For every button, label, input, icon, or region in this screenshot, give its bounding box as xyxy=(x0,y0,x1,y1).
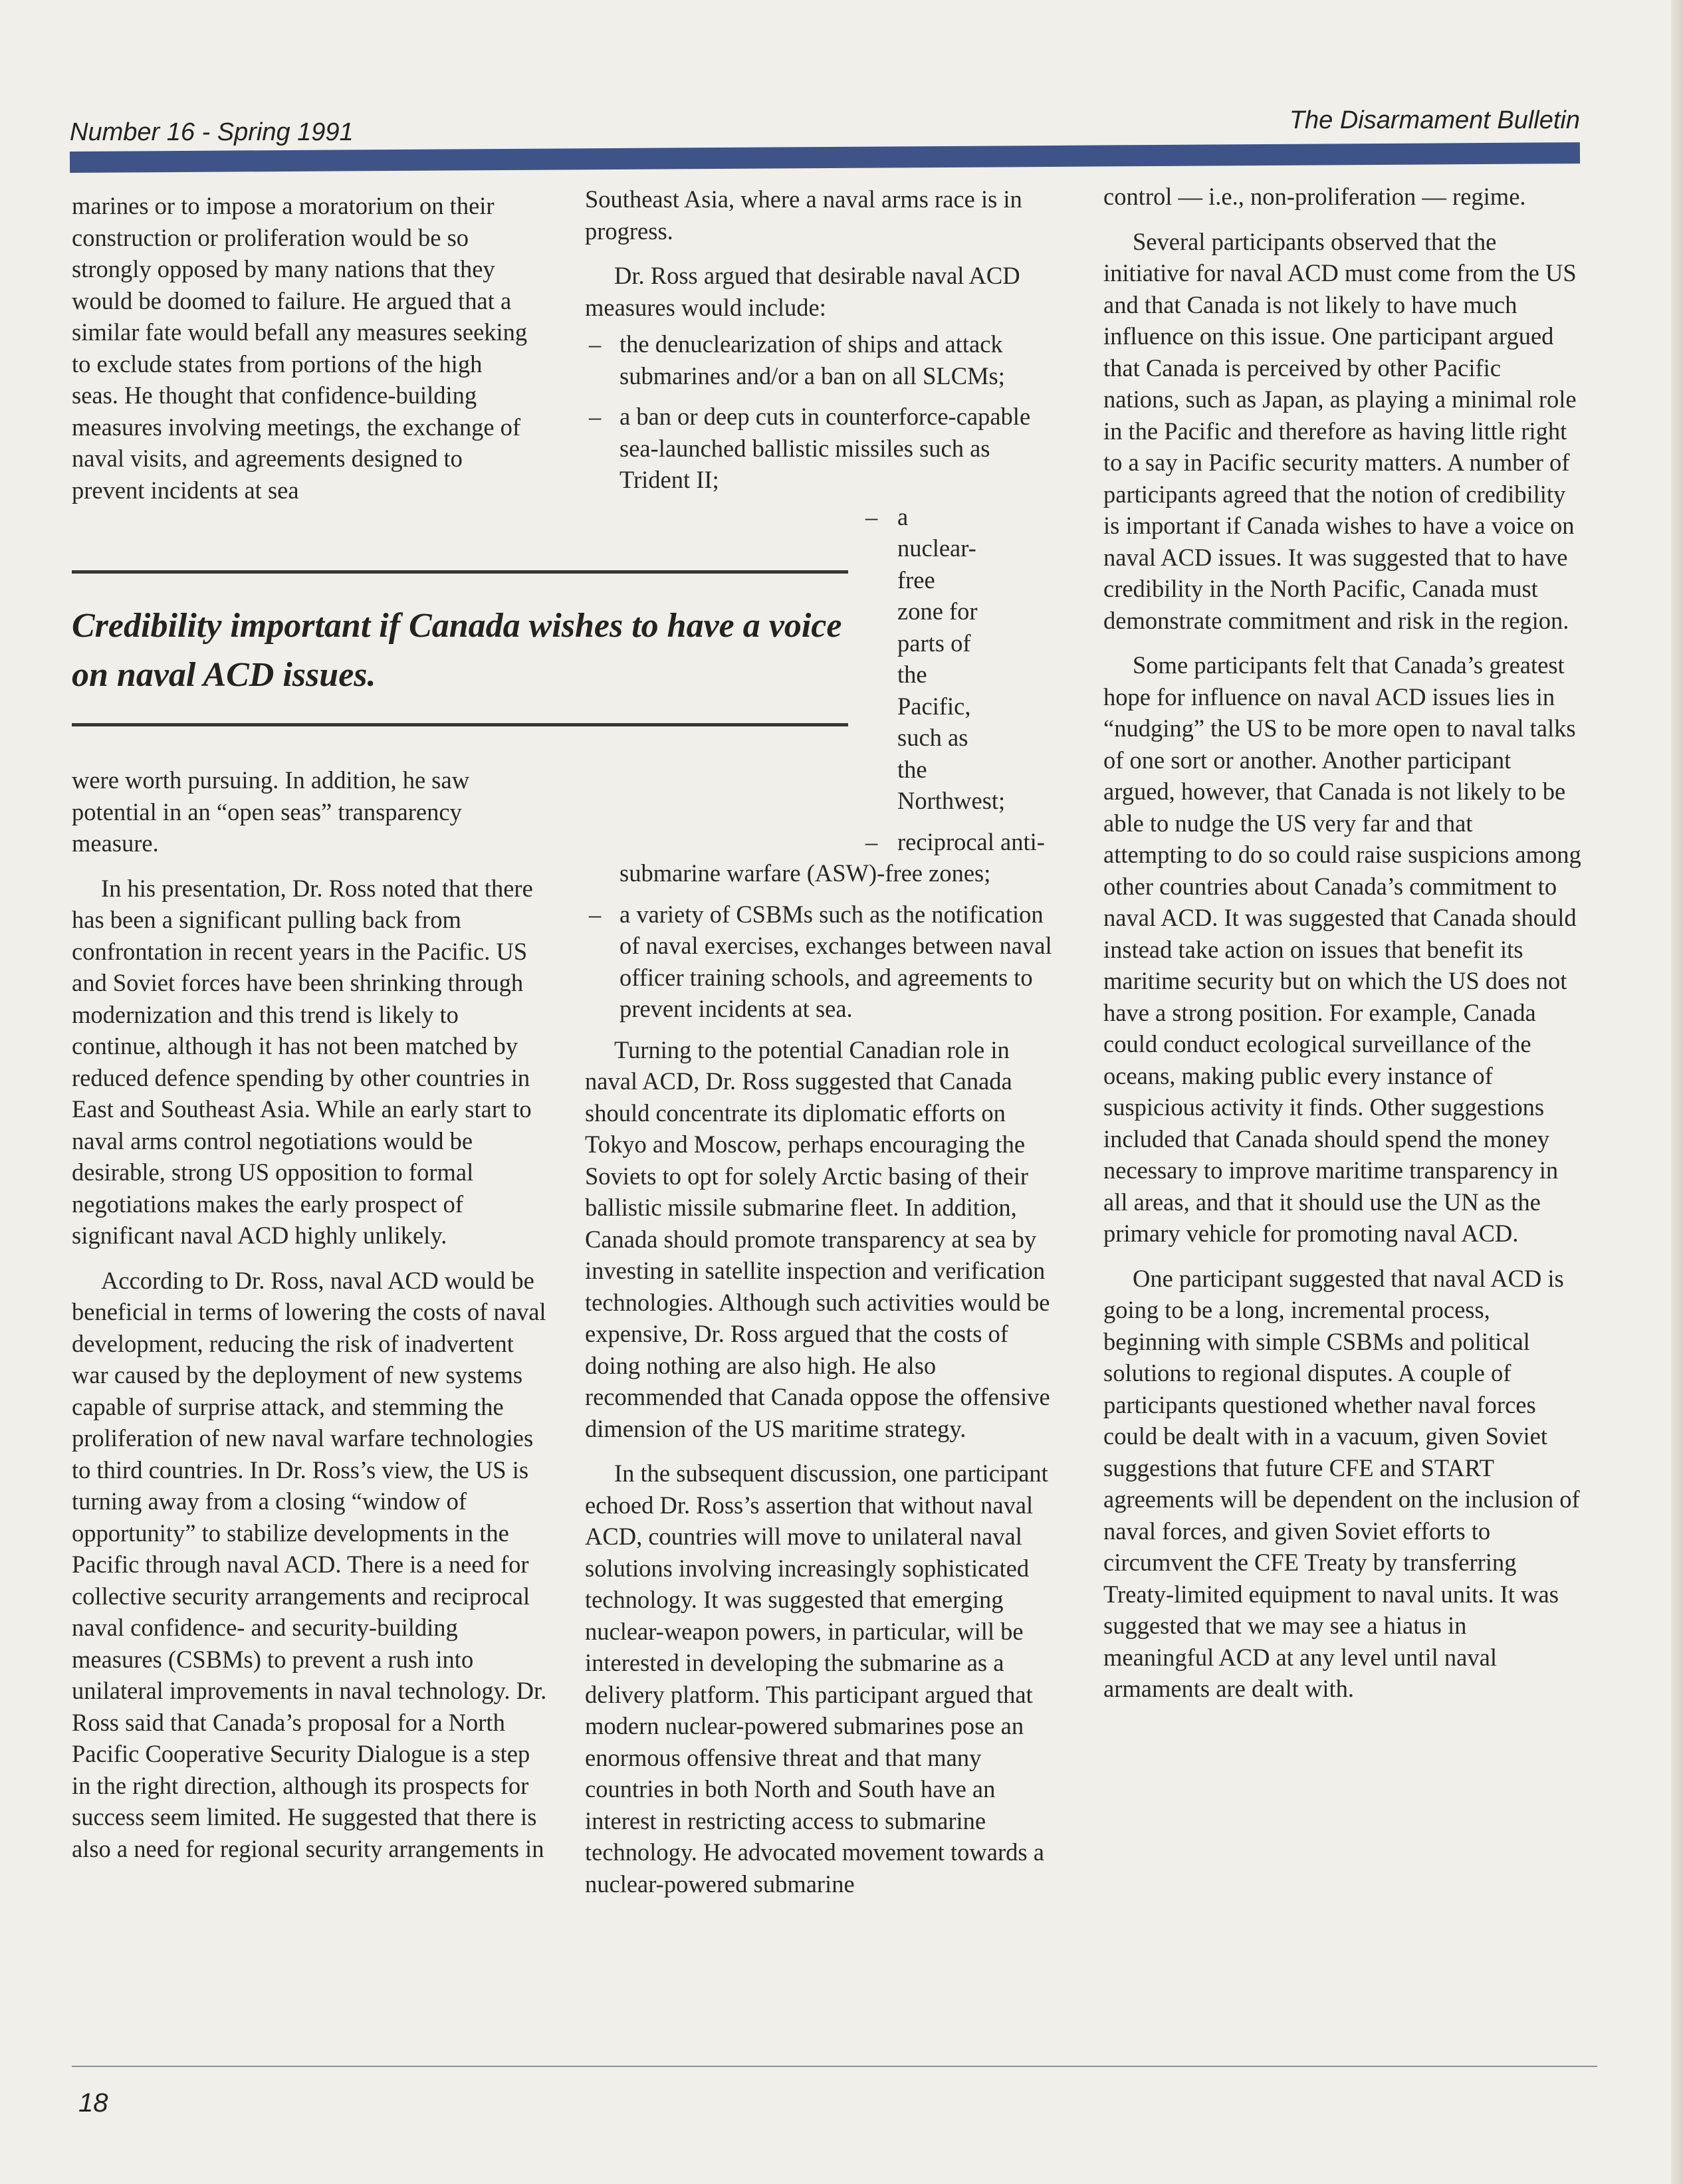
paragraph: were worth pursuing. In addition, he saw potential in an “open seas” transparency measure. xyxy=(72,766,470,857)
column-1-bottom xyxy=(72,764,550,1878)
paragraph: According to Dr. Ross, naval ACD would be beneficial in terms of lowering the costs of naval development, reducing the risk of inadvertent war caused by the deployment of new systems capable of surprise attack, and stemming the proliferation of new naval warfare technologies to third countries. In Dr. Ross’s view, the US is turning away from a closing “window of opportunity” to stabilize developments in the Pacific through naval ACD. There is a need for collective security arrangements and reciprocal naval confidence- and security-building measures (CSBMs) to prevent a rush into unilateral improvements in naval technology. Dr. Ross said that Canada’s proposal for a North Pacific Cooperative Security Dialogue is a step in the right direction, although its prospects for success seem limited. He suggested that there is also a need for regional security arrangements in xyxy=(72,1266,547,1862)
header-bar xyxy=(70,142,1580,173)
dash-mark: – xyxy=(589,330,602,358)
page-number: 18 xyxy=(78,2088,108,2118)
paragraph: In his presentation, Dr. Ross noted that there has been a significant pulling back from confrontation in recent years in the Pacific. US and Soviet forces have been shrinking through modernization and this trend is likely to continue, although it has not been matched by reduced defence spending by other countries in East and Southeast Asia. While an early start to naval arms control negotiations would be desirable, strong US opposition to formal negotiations makes the early prospect of significant naval ACD highly unlikely. xyxy=(72,874,533,1249)
list-item xyxy=(585,899,1064,1025)
paragraph: Some participants felt that Canada’s greatest hope for influence on naval ACD issues lies in “nudging” the US to be more open to naval talks of one sort or another. Another participant argued, however, that Canada is not likely to be able to nudge the US very far and that attempting to do so could raise suspicions among other countries about Canada’s commitment to naval ACD. It was suggested that Canada should instead take action on issues that benefit its maritime security but on which the US does not have a strong position. For example, Canada could conduct ecological surveillance of the oceans, making public every instance of suspicious activity it finds. Other suggestions included that Canada should spend the money necessary to improve maritime transparency in all areas, and that it should use the UN as the primary vehicle for promoting naval ACD. xyxy=(1103,651,1581,1247)
column-3 xyxy=(1103,181,1582,1718)
paragraph: Several participants observed that the initiative for naval ACD must come from the US and that Canada is not likely to have much influence on this issue. One participant argued that Canada is perceived by other Pacific nations, such as Japan, as playing a minimal role in the Pacific and therefore as having little right to a say in Pacific security matters. A number of participants agreed that the notion of credibility is important if Canada wishes to have a voice on naval ACD issues. It was suggested that to have credibility in the North Pacific, Canada must demonstrate commitment and risk in the region. xyxy=(1103,227,1577,634)
paragraph: One participant suggested that naval ACD is going to be a long, incremental process, beginning with simple CSBMs and political solutions to regional disputes. A couple of participants questioned whether naval forces could be dealt with in a vacuum, given Soviet suggestions that future CFE and START agreements will be dependent on the inclusion of naval forces, and given Soviet efforts to circumvent the CFE Treaty by transferring Treaty-limited equipment to naval units. It was suggested that we may see a hiatus in meaningful ACD at any level until naval armaments are dealt with. xyxy=(1103,1264,1580,1702)
dash-mark: – xyxy=(865,827,878,855)
column-2 xyxy=(585,183,1064,1913)
publication-title: The Disarmament Bulletin xyxy=(1289,106,1580,134)
issue-label: Number 16 - Spring 1991 xyxy=(70,118,354,146)
footer-rule xyxy=(72,2066,1597,2067)
paragraph: control — i.e., non-proliferation — regime. xyxy=(1103,183,1526,210)
list-item xyxy=(585,328,1064,391)
dash-mark: – xyxy=(865,502,878,530)
paragraph: marines or to impose a moratorium on their construction or proliferation would be so strongly opposed by many nations that they would be doomed to failure. He argued that a similar fate would befall any measures seeking to exclude states from portions of the high seas. He thought that confidence-building measures involving meetings, the exchange of naval visits, and agreements designed to prevent incidents at sea xyxy=(72,192,528,504)
list-item xyxy=(585,401,1064,496)
list-item-text: a ban or deep cuts in counterforce-capable sea-launched ballistic missiles such as Trident II; xyxy=(619,403,1031,493)
dash-mark: – xyxy=(589,900,602,928)
list-item xyxy=(865,501,1006,817)
page-edge xyxy=(1671,0,1683,2184)
list-item-text: reciprocal anti-submarine warfare (ASW)-free zones; xyxy=(619,827,1045,887)
list-item-text: a variety of CSBMs such as the notification of naval exercises, exchanges between naval officer training schools, and agreements to prevent incidents at sea. xyxy=(619,900,1052,1022)
pullquote: Credibility important if Canada wishes to have a voice on naval ACD issues. xyxy=(72,607,842,694)
column-1-top xyxy=(72,190,530,519)
dash-mark: – xyxy=(589,403,602,430)
paragraph: Southeast Asia, where a naval arms race is in progress. xyxy=(585,185,1022,245)
list-item xyxy=(585,826,1064,889)
paragraph: Dr. Ross argued that desirable naval ACD measures would include: xyxy=(585,262,1020,321)
list-item-text: a nuclear-free zone for parts of the Pacific, such as the Northwest; xyxy=(897,502,1006,814)
paragraph: In the subsequent discussion, one participant echoed Dr. Ross’s assertion that without naval ACD, countries will move to unilateral naval solutions involving increasingly sophisticated technology. It was suggested that emerging nuclear-weapon powers, in particular, will be interested in developing the submarine as a delivery platform. This participant argued that modern nuclear-powered submarines pose an enormous offensive threat and that many countries in both North and South have an interest in restricting access to submarine technology. He advocated movement towards a nuclear-powered submarine xyxy=(585,1460,1048,1898)
list-item-text: the denuclearization of ships and attack submarines and/or a ban on all SLCMs; xyxy=(619,330,1005,389)
paragraph: Turning to the potential Canadian role in naval ACD, Dr. Ross suggested that Canada should concentrate its diplomatic efforts on Tokyo and Moscow, perhaps encouraging the Soviets to opt for solely Arctic basing of their ballistic missile submarine fleet. In addition, Canada should promote transparency at sea by investing in satellite inspection and verification technologies. Although such activities would be expensive, Dr. Ross argued that the costs of doing nothing are also high. He also recommended that Canada oppose the offensive dimension of the US maritime strategy. xyxy=(585,1036,1050,1442)
